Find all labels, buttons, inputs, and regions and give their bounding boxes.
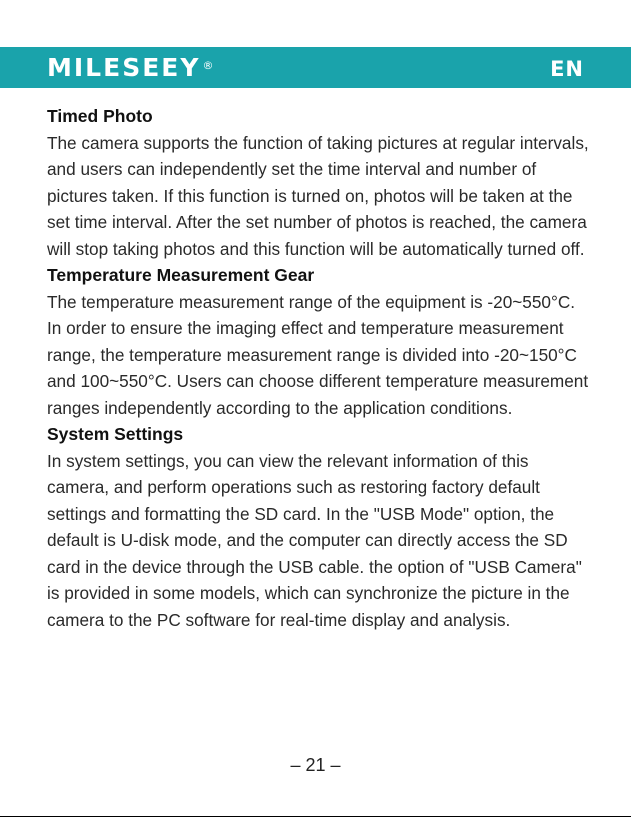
bottom-rule — [0, 816, 631, 817]
language-label: EN — [550, 57, 584, 81]
section-body-system-settings: In system settings, you can view the relevant information of this camera, and perform operations such as restoring factory default settings and formatting the SD card. In the "USB Mode" option, the default is U-disk mode, and the computer can directly access the SD card in the device through the USB cable. the option of "USB Camera" is provided in some models, which can synchronize the picture in the camera to the PC software for real-time display and analysis. — [47, 450, 582, 630]
page-content — [47, 103, 592, 633]
section-heading-system-settings: System Settings — [47, 424, 184, 444]
registered-mark: ® — [202, 59, 214, 72]
brand-logo — [47, 54, 213, 82]
section-body-temperature-gear: The temperature measurement range of the equipment is -20~550°C. In order to ensure the imaging effect and temperature measurement range, the temperature measurement range is divided into -20~150°C and 100~550°C. Users can choose different temperature measurement ranges independently according to the application conditions. — [47, 291, 589, 418]
page-number: – 21 – — [290, 755, 341, 775]
section-body-timed-photo: The camera supports the function of taking pictures at regular intervals, and users can independently set the time interval and number of pictures taken. If this function is turned on, photos will be taken at the set time interval. After the set number of photos is reached, the camera will stop taking photos and this function will be automatically turned off. — [47, 132, 589, 259]
section-heading-timed-photo: Timed Photo — [47, 106, 153, 126]
brand-name: MILESEEY — [47, 53, 201, 82]
section-heading-temperature-gear: Temperature Measurement Gear — [47, 265, 315, 285]
